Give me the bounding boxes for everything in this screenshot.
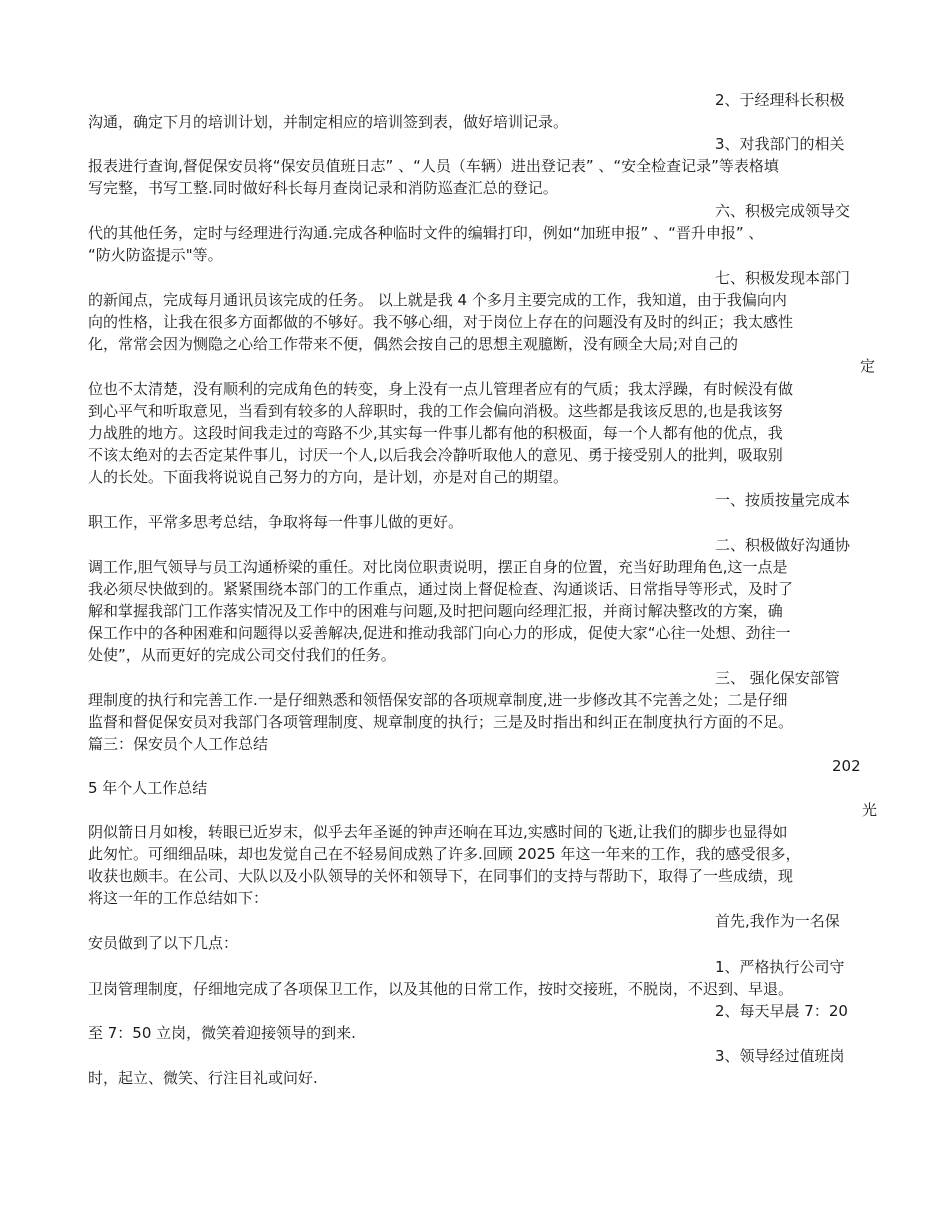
text-line: 报表进行查询,督促保安员将“保安员值班日志” 、“人员（车辆）进出登记表” 、“安全检查记录”等表格填	[88, 157, 779, 175]
text-line: 1、严格执行公司守	[715, 958, 845, 976]
text-line: 将这一年的工作总结如下：	[88, 889, 269, 907]
text-line: 职工作，平常多思考总结，争取将每一件事儿做的更好。	[88, 513, 464, 531]
text-line: 3、领导经过值班岗	[715, 1047, 845, 1065]
text-line: 监督和督促保安员对我部门各项管理制度、规章制度的执行；三是及时指出和纠正在制度执行方面的不足。	[88, 713, 794, 731]
text-line: 理制度的执行和完善工作.一是仔细熟悉和领悟保安部的各项规章制度,进一步修改其不完善之处；二是仔细	[88, 691, 788, 709]
text-line: 三、 强化保安部管	[715, 669, 840, 687]
text-line: 我必须尽快做到的。紧紧围绕本部门的工作重点，通过岗上督促检查、沟通谈话、日常指导等形式，及时了	[88, 580, 794, 598]
text-line: 沟通，确定下月的培训计划，并制定相应的培训签到表，做好培训记录。	[88, 113, 569, 131]
text-line: 收获也颇丰。在公司、大队以及小队领导的关怀和领导下，在同事们的支持与帮助下，取得了一些成绩，现	[88, 867, 794, 885]
text-line: 写完整，书写工整.同时做好科长每月查岗记录和消防巡查汇总的登记。	[88, 179, 558, 197]
document-title: 5 年个人工作总结	[88, 779, 208, 797]
text-line: 一、按质按量完成本	[715, 491, 851, 509]
text-line: 至 7：50 立岗，微笑着迎接领导的到来.	[88, 1024, 356, 1042]
text-line: 七、积极发现本部门	[715, 269, 851, 287]
text-line: 力战胜的地方。这段时间我走过的弯路不少,其实每一件事儿都有他的积极面，每一个人都有他的优点，我	[88, 424, 783, 442]
text-line: 代的其他任务，定时与经理进行沟通.完成各种临时文件的编辑打印，例如“加班申报” 、“晋升申报” 、	[88, 224, 764, 242]
text-line: 时，起立、微笑、行注目礼或问好.	[88, 1069, 318, 1087]
text-line: 处使”，从而更好的完成公司交付我们的任务。	[88, 646, 396, 664]
section-heading: 篇三：保安员个人工作总结	[88, 735, 269, 753]
text-line: 此匆忙。可细细品味，却也发觉自己在不轻易间成熟了许多.回顾 2025 年这一年来的工作，我的感受很多，	[88, 845, 801, 863]
text-line: 首先,我作为一名保	[715, 912, 840, 930]
text-line: 的新闻点，完成每月通讯员该完成的任务。 以上就是我 4 个多月主要完成的工作，我知道，由于我偏向内	[88, 291, 787, 309]
text-line: 安员做到了以下几点：	[88, 934, 239, 952]
text-line: 定	[860, 357, 876, 375]
text-line: 2、于经理科长积极	[715, 91, 845, 109]
text-line: 六、积极完成领导交	[715, 202, 851, 220]
text-line: 光	[862, 801, 878, 819]
text-line: 不该太绝对的去否定某件事儿，讨厌一个人,以后我会冷静听取他人的意见、勇于接受别人的批判，吸取别	[88, 446, 783, 464]
text-line: 调工作,胆气领导与员工沟通桥梁的重任。对比岗位职责说明，摆正自身的位置，充当好助理角色,这一点是	[88, 558, 788, 576]
text-line: 二、积极做好沟通协	[715, 536, 851, 554]
text-line: 化，常常会因为恻隐之心给工作带来不便，偶然会按自己的思想主观臆断，没有顾全大局;对自己的	[88, 335, 739, 353]
text-line: 到心平气和听取意见，当看到有较多的人辞职时，我的工作会偏向消极。这些都是我该反思的,也是我该努	[88, 402, 783, 420]
text-line: 阴似箭日月如梭，转眼已近岁末，似乎去年圣诞的钟声还响在耳边,实感时间的飞逝,让我们的脚步也显得如	[88, 823, 788, 841]
text-line: 解和掌握我部门工作落实情况及工作中的困难与问题,及时把问题向经理汇报，并商讨解决整改的方案，确	[88, 602, 783, 620]
text-line: 向的性格，让我在很多方面都做的不够好。我不够心细，对于岗位上存在的问题没有及时的纠正；我太感性	[88, 313, 794, 331]
text-line: 2、每天早晨 7：20	[715, 1002, 848, 1020]
text-line: 202	[832, 757, 861, 775]
text-line: 人的长处。下面我将说说自己努力的方向，是计划，亦是对自己的期望。	[88, 468, 569, 486]
text-line: 卫岗管理制度，仔细地完成了各项保卫工作，以及其他的日常工作，按时交接班，不脱岗，不迟到、早退。	[88, 980, 794, 998]
text-line: “防火防盗提示"等。	[88, 246, 223, 264]
text-line: 位也不太清楚，没有顺利的完成角色的转变，身上没有一点儿管理者应有的气质；我太浮躁，有时候没有做	[88, 380, 794, 398]
text-line: 保工作中的各种困难和问题得以妥善解决,促进和推动我部门向心力的形成，促使大家“心往一处想、劲往一	[88, 624, 791, 642]
text-line: 3、对我部门的相关	[715, 135, 845, 153]
